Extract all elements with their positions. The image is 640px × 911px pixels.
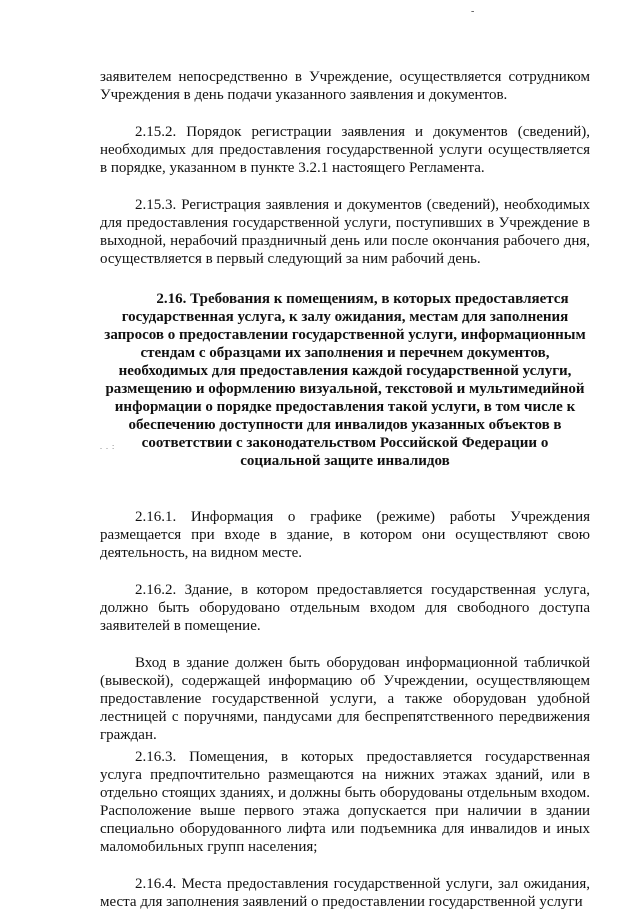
paragraph-2-16-4: 2.16.4. Места предоставления государственной услуги, зал ожидания, места для заполнения заявлений о предоставлении государственной услуги <box>100 876 590 910</box>
paragraph-2-15-2: 2.15.2. Порядок регистрации заявления и документов (сведений), необходимых для предоставления государственной услуги осуществляется в порядке, указанном в пункте 3.2.1 настоящего Регламента. <box>100 124 590 176</box>
document-page <box>100 68 590 911</box>
scan-dots: . . : <box>100 442 116 451</box>
paragraph-2-16-2: 2.16.2. Здание, в котором предоставляется государственная услуга, должно быть оборудовано отдельным входом для свободного доступа заявителей в помещение. <box>100 582 590 634</box>
paragraph-2-16-1: 2.16.1. Информация о графике (режиме) работы Учреждения размещается при входе в здание, в котором они осуществляют свою деятельность, на видном месте. <box>100 509 590 561</box>
section-heading-2-16: 2.16. Требования к помещениям, в которых предоставляется государственная услуга, к залу ожидания, местам для заполнения запросов о предоставлении государственной услуги, информационным стендам с образцами их заполнения и перечнем документов, необходимых для предоставления каждой государственной услуги, размещению и оформлению визуальной, текстовой и мультимедийной информации о порядке предоставления такой услуги, в том числе к обеспечению доступности для инвалидов указанных объектов в соответствии с законодательством Российской Федерации о социальной защите инвалидов <box>104 291 586 469</box>
paragraph-2-15-3: 2.15.3. Регистрация заявления и документов (сведений), необходимых для предоставления государственной услуги, поступивших в Учреждение в выходной, нерабочий праздничный день или после окончания рабочего дня, осуществляется в первый следующий за ним рабочий день. <box>100 197 590 267</box>
paragraph-2-16-3: 2.16.3. Помещения, в которых предоставляется государственная услуга предпочтительно размещаются на нижних этажах зданий, или в отдельно стоящих зданиях, и должны быть оборудованы отдельным входом. Расположение выше первого этажа допускается при наличии в здании специально оборудованного лифта или подъемника для инвалидов и иных маломобильных групп населения; <box>100 749 590 855</box>
top-mark: - <box>471 6 475 17</box>
paragraph-continuation: заявителем непосредственно в Учреждение, осуществляется сотрудником Учреждения в день подачи указанного заявления и документов. <box>100 69 590 103</box>
paragraph-entrance: Вход в здание должен быть оборудован информационной табличкой (вывеской), содержащей информацию об Учреждении, осуществляющем предоставление государственной услуги, а также оборудован удобной лестницей с поручнями, пандусами для беспрепятственного передвижения граждан. <box>100 655 590 743</box>
